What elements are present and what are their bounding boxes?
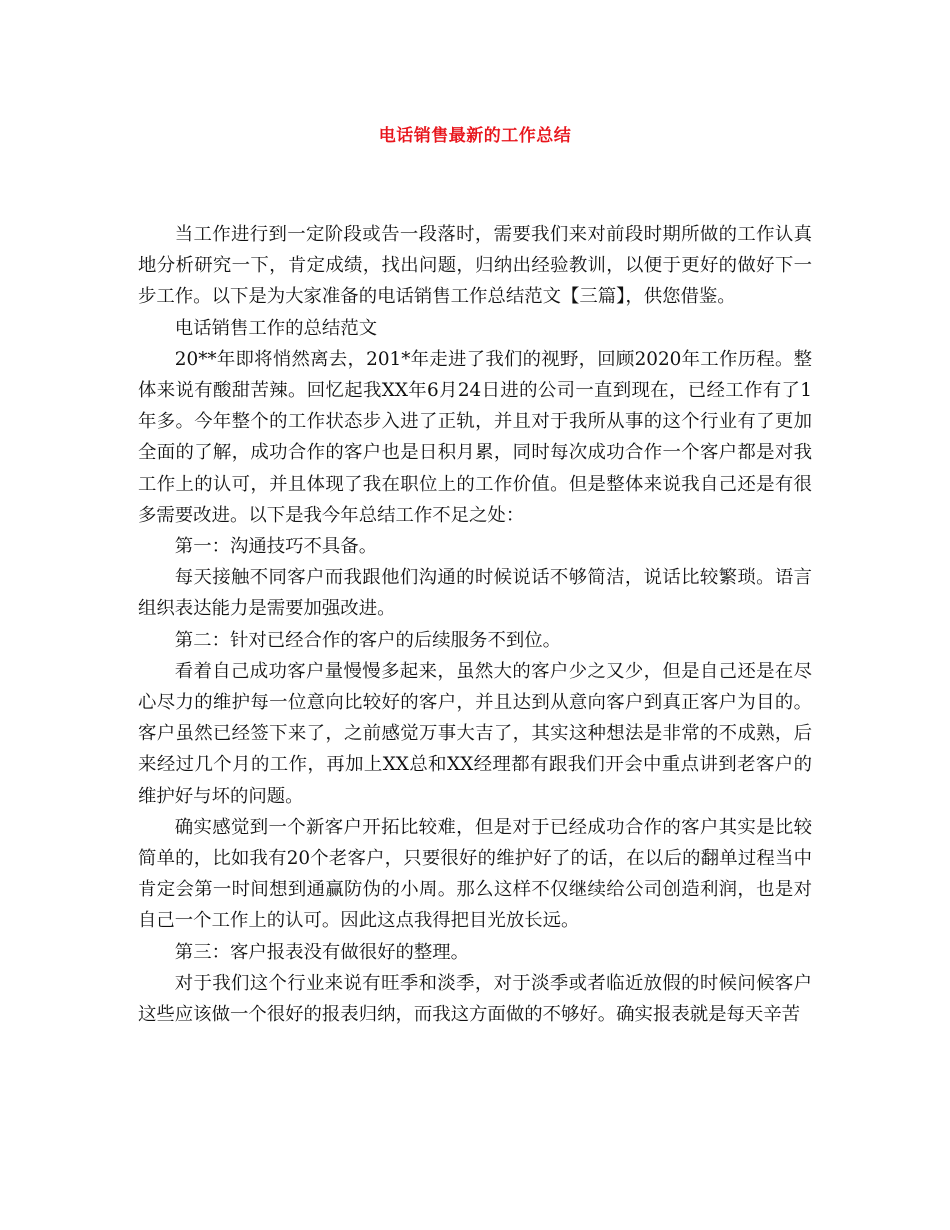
paragraph: 每天接触不同客户而我跟他们沟通的时候说话不够简洁，说话比较繁琐。语言组织表达能力是需要加强改进。 [138,567,812,620]
document-title: 电话销售最新的工作总结 [378,126,572,146]
paragraph: 20**年即将悄然离去，201*年走进了我们的视野，回顾2020年工作历程。整体来说有酸甜苦辣。回忆起我XX年6月24日进的公司一直到现在，已经工作有了1年多。今年整个的工作状态步入进了正轨，并且对于我所从事的这个行业有了更加全面的了解，成功合作的客户也是日积月累，同时每次成功合作一个客户都是对我工作上的认可，并且体现了我在职位上的工作价值。但是整体来说我自己还是有很多需要改进。以下是我今年总结工作不足之处： [138,348,812,526]
paragraph-intro: 当工作进行到一定阶段或告一段落时，需要我们来对前段时期所做的工作认真地分析研究一下，肯定成绩，找出问题，归纳出经验教训，以便于更好的做好下一步工作。以下是为大家准备的电话销售工作总结范文【三篇】，供您借鉴。 [138,224,812,308]
paragraph: 确实感觉到一个新客户开拓比较难，但是对于已经成功合作的客户其实是比较简单的，比如我有20个老客户，只要很好的维护好了的话，在以后的翻单过程当中肯定会第一时间想到通赢防伪的小周。那么这样不仅继续给公司创造利润，也是对自己一个工作上的认可。因此这点我得把目光放长远。 [138,816,812,932]
point-heading-3: 第三：客户报表没有做很好的整理。 [174,941,470,963]
document-body [138,219,812,1030]
point-heading-1: 第一：沟通技巧不具备。 [174,536,378,558]
point-heading-2: 第二：针对已经合作的客户的后续服务不到位。 [174,629,562,651]
paragraph: 看着自己成功客户量慢慢多起来，虽然大的客户少之又少，但是自己还是在尽心尽力的维护每一位意向比较好的客户，并且达到从意向客户到真正客户为目的。客户虽然已经签下来了，之前感觉万事大吉了，其实这种想法是非常的不成熟，后来经过几个月的工作，再加上XX总和XX经理都有跟我们开会中重点讲到老客户的维护好与坏的问题。 [138,660,812,807]
section-heading: 电话销售工作的总结范文 [174,317,378,339]
paragraph: 对于我们这个行业来说有旺季和淡季，对于淡季或者临近放假的时候问候客户这些应该做一个很好的报表归纳，而我这方面做的不够好。确实报表就是每天辛苦 [138,972,812,1026]
